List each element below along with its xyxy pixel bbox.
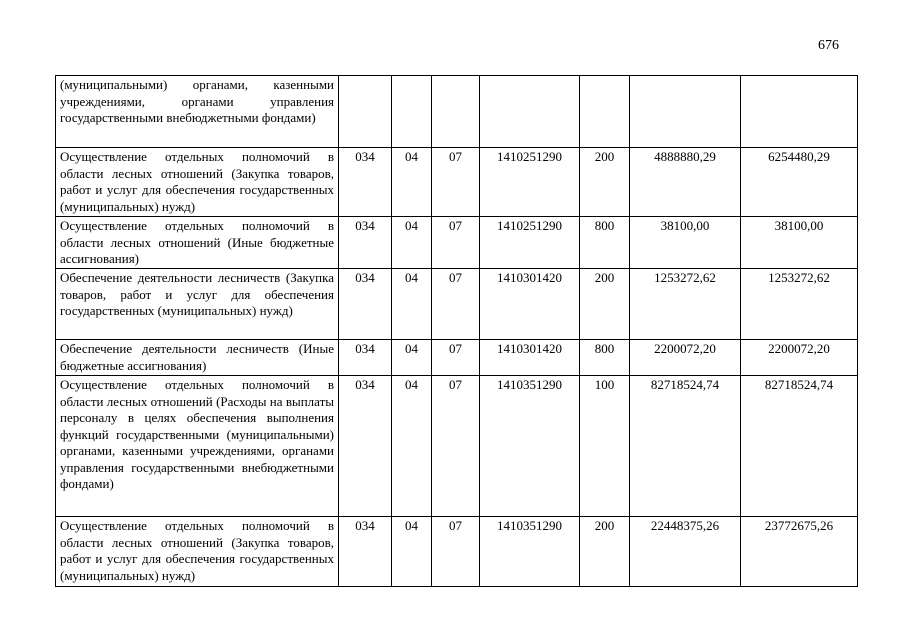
table-row bbox=[56, 76, 858, 148]
row-amount-2 bbox=[741, 76, 858, 148]
row-amount-1: 4888880,29 bbox=[630, 148, 741, 217]
row-ministry-code: 034 bbox=[339, 148, 392, 217]
row-section-code: 04 bbox=[392, 376, 432, 517]
row-name: Осуществление отдельных полномочий в области лесных отношений (Расходы на выплаты персоналу в целях обеспечения выполнения функций государственными (муниципальными) органами, казенными учреждениями, органами управления государственными внебюджетными фондами) bbox=[56, 376, 339, 517]
row-ministry-code: 034 bbox=[339, 376, 392, 517]
row-amount-2: 38100,00 bbox=[741, 217, 858, 269]
row-section-code: 04 bbox=[392, 217, 432, 269]
row-name: Осуществление отдельных полномочий в области лесных отношений (Закупка товаров, работ и услуг для обеспечения государственных (муниципальных) нужд) bbox=[56, 517, 339, 587]
row-target-code: 1410251290 bbox=[480, 217, 580, 269]
table-row bbox=[56, 269, 858, 340]
row-amount-1: 82718524,74 bbox=[630, 376, 741, 517]
row-ministry-code: 034 bbox=[339, 269, 392, 340]
row-expense-type: 200 bbox=[580, 269, 630, 340]
budget-table bbox=[55, 75, 858, 587]
row-subsection-code: 07 bbox=[432, 148, 480, 217]
row-name: (муниципальными) органами, казенными учреждениями, органами управления государственными внебюджетными фондами) bbox=[56, 76, 339, 148]
row-amount-1: 22448375,26 bbox=[630, 517, 741, 587]
table-body bbox=[56, 76, 858, 587]
row-name: Осуществление отдельных полномочий в области лесных отношений (Иные бюджетные ассигнования) bbox=[56, 217, 339, 269]
row-ministry-code: 034 bbox=[339, 217, 392, 269]
row-amount-2: 23772675,26 bbox=[741, 517, 858, 587]
row-target-code bbox=[480, 76, 580, 148]
row-target-code: 1410251290 bbox=[480, 148, 580, 217]
row-name: Осуществление отдельных полномочий в области лесных отношений (Закупка товаров, работ и услуг для обеспечения государственных (муниципальных) нужд) bbox=[56, 148, 339, 217]
row-ministry-code: 034 bbox=[339, 340, 392, 376]
row-expense-type: 800 bbox=[580, 340, 630, 376]
row-amount-1: 1253272,62 bbox=[630, 269, 741, 340]
row-amount-1: 2200072,20 bbox=[630, 340, 741, 376]
row-section-code: 04 bbox=[392, 148, 432, 217]
row-section-code bbox=[392, 76, 432, 148]
row-expense-type: 200 bbox=[580, 148, 630, 217]
row-amount-2: 6254480,29 bbox=[741, 148, 858, 217]
row-name: Обеспечение деятельности лесничеств (Иные бюджетные ассигнования) bbox=[56, 340, 339, 376]
row-expense-type: 200 bbox=[580, 517, 630, 587]
row-expense-type: 800 bbox=[580, 217, 630, 269]
row-amount-2: 1253272,62 bbox=[741, 269, 858, 340]
page-number: 676 bbox=[818, 38, 839, 53]
table-row bbox=[56, 340, 858, 376]
row-amount-1 bbox=[630, 76, 741, 148]
row-section-code: 04 bbox=[392, 517, 432, 587]
table-row bbox=[56, 217, 858, 269]
row-expense-type bbox=[580, 76, 630, 148]
row-subsection-code bbox=[432, 76, 480, 148]
row-subsection-code: 07 bbox=[432, 340, 480, 376]
row-target-code: 1410351290 bbox=[480, 376, 580, 517]
row-section-code: 04 bbox=[392, 269, 432, 340]
table-row bbox=[56, 376, 858, 517]
row-ministry-code bbox=[339, 76, 392, 148]
row-subsection-code: 07 bbox=[432, 269, 480, 340]
row-name: Обеспечение деятельности лесничеств (Закупка товаров, работ и услуг для обеспечения государственных (муниципальных) нужд) bbox=[56, 269, 339, 340]
row-amount-2: 2200072,20 bbox=[741, 340, 858, 376]
row-target-code: 1410301420 bbox=[480, 269, 580, 340]
row-amount-1: 38100,00 bbox=[630, 217, 741, 269]
row-section-code: 04 bbox=[392, 340, 432, 376]
row-subsection-code: 07 bbox=[432, 217, 480, 269]
table-row bbox=[56, 148, 858, 217]
row-subsection-code: 07 bbox=[432, 517, 480, 587]
row-target-code: 1410301420 bbox=[480, 340, 580, 376]
row-expense-type: 100 bbox=[580, 376, 630, 517]
row-subsection-code: 07 bbox=[432, 376, 480, 517]
row-target-code: 1410351290 bbox=[480, 517, 580, 587]
row-amount-2: 82718524,74 bbox=[741, 376, 858, 517]
table-row bbox=[56, 517, 858, 587]
row-ministry-code: 034 bbox=[339, 517, 392, 587]
